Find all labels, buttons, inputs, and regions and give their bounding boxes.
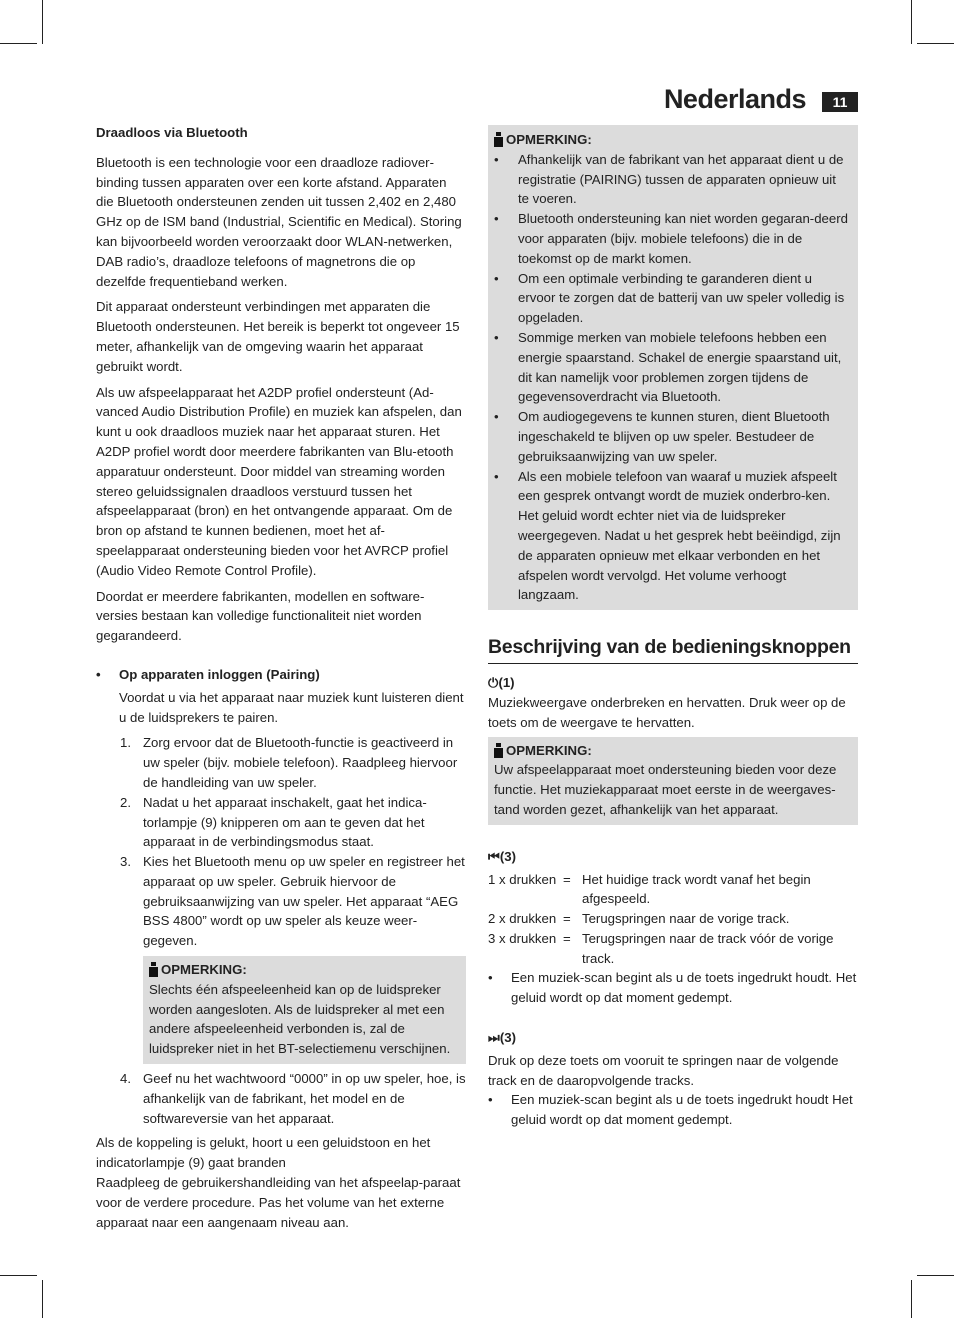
next-button-label: [488, 1028, 858, 1048]
button-number: (3): [499, 848, 516, 864]
crop-mark: [911, 0, 912, 44]
step-text: Geef nu het wachtwoord “0000” in op uw speler, hoe, is afhankelijk van de fabrikant, het model en de softwareversie van het apparaat.: [143, 1071, 466, 1126]
list-item: • Om audiogegevens te kunnen sturen, dient Bluetooth ingeschakeld te blijven op uw speler. Bestudeer de gebruiksaanwijzing van uw speler.: [494, 409, 830, 464]
press-count: 2 x drukken: [488, 911, 557, 927]
crop-mark: [0, 1275, 37, 1276]
list-item-text: Afhankelijk van de fabrikant van het apparaat dient u de registratie (PAIRING) tussen de apparaten opnieuw uit te voeren.: [518, 151, 844, 207]
note-box: [488, 125, 858, 610]
equals-sign: =: [563, 930, 571, 946]
paragraph: Als uw afspeelapparaat het A2DP profiel ondersteunt (Ad-vanced Audio Distribution Profile) en muziek kan afspelen, dan kunt u ook draadloos muziek naar het apparaat sturen. Het A2DP profiel wordt door meerdere fabrikanten van Blu-etooth apparatuur ondersteunt. Door middel van streaming worden stereo geluidssignalen draadloos verstuurd tussen het afspeelapparaat (bron) en het ontvangende apparaat. Om de bron op afstand te kunnen bedienen, moet het af-speelapparaat ondersteuning bieden voor het AVRCP profiel (Audio Video Remote Control Profile).: [96, 384, 462, 578]
list-item: [96, 852, 466, 951]
info-icon: [494, 132, 503, 147]
bullet-dot: •: [96, 666, 101, 682]
section-heading: Draadloos via Bluetooth: [96, 125, 248, 140]
step-number: 1.: [120, 735, 131, 751]
table-row: [488, 929, 858, 969]
info-icon: [494, 743, 503, 758]
list-item-text: Sommige merken van mobiele telefoons hebben een energie spaarstand. Schakel de energie spaarstand uit, dit kan namelijk voor problemen zorgen tijdens de gegevensoverdracht via Bluetooth.: [518, 329, 842, 405]
note-text: Uw afspeelapparaat moet ondersteuning bieden voor deze functie. Het muziekapparaat moet eerste in de weergaves-tand worden gezet, afhankelijk van het apparaat.: [494, 762, 837, 817]
list-item: [96, 733, 466, 792]
step-number: 3.: [120, 854, 131, 870]
power-button-label: [488, 673, 858, 693]
press-action: Het huidige track wordt vanaf het begin afgespeeld.: [582, 871, 811, 907]
press-action: Terugspringen naar de track vóór de vorige track.: [582, 930, 834, 966]
power-icon: ⏻: [488, 675, 499, 691]
crop-mark: [917, 43, 954, 44]
equals-sign: =: [563, 871, 571, 887]
list-item-text: Een muziek-scan begint als u de toets ingedrukt houdt Het geluid wordt op dat moment gedempt.: [511, 1092, 853, 1128]
note-box: [488, 737, 858, 825]
note-title-text: OPMERKING:: [506, 742, 592, 758]
paragraph: Druk op deze toets om vooruit te springen naar de volgende track en de daaropvolgende tracks.: [488, 1052, 839, 1088]
pairing-intro: Voordat u via het apparaat naar muziek kunt luisteren dient u de luidsprekers te pairen.: [119, 689, 464, 725]
crop-mark: [42, 1280, 43, 1318]
step-number: 4.: [120, 1071, 131, 1087]
list-item: • Als een mobiele telefoon van waaraf u muziek afspeelt een gesprek ontvangt wordt de muziek onderbro-ken. Het geluid wordt echter niet via de luidspreker weergegeven. Nadat u het gesprek hebt beëindigd, zijn de apparaten opnieuw met elkaar verbonden en het afspelen wordt vervolgd. Het volume verhoogt langzaam.: [494, 468, 841, 603]
table-row: [488, 909, 858, 929]
page-language-title: Nederlands: [663, 84, 806, 114]
list-item-text: Een muziek-scan begint als u de toets ingedrukt houdt. Het geluid wordt op dat moment gedempt.: [511, 970, 857, 1006]
list-item: • Afhankelijk van de fabrikant van het apparaat dient u de registratie (PAIRING) tussen de apparaten opnieuw uit te voeren.: [494, 151, 844, 207]
crop-mark: [917, 1275, 954, 1276]
list-item-text: Als een mobiele telefoon van waaraf u muziek afspeelt een gesprek ontvangt wordt de muziek onderbro-ken. Het geluid wordt echter niet via de luidspreker weergegeven. Nadat u het gesprek hebt beëindigd, zijn de apparaten opnieuw met elkaar verbonden en het afspelen wordt vervolgd. Het volume verhoogt langzaam.: [518, 468, 841, 603]
previous-button-label: [488, 847, 858, 867]
note-title: [494, 741, 852, 761]
list-item: • Om een optimale verbinding te garanderen dient u ervoor te zorgen dat de batterij van uw speler volledig is opgeladen.: [494, 270, 845, 326]
paragraph: Doordat er meerdere fabrikanten, modellen en software-versies bestaan kan volledige functionaliteit niet worden gegarandeerd.: [96, 588, 425, 644]
note-text: Slechts één afspeeleenheid kan op de luidspreker worden aangesloten. Als de luidspreker al met een andere afspeeleenheid verbonden is, zal de luidspreker niet in het BT-selectiemenu verschijnen.: [149, 981, 451, 1057]
paragraph: Muziekweergave onderbreken en hervatten. Druk weer op de toets om de weergave te hervatten.: [488, 694, 846, 730]
button-number: (1): [498, 675, 515, 691]
note-title: [494, 130, 850, 150]
list-item-text: Om een optimale verbinding te garanderen dient u ervoor te zorgen dat de batterij van uw speler volledig is opgeladen.: [518, 270, 845, 326]
right-column: [488, 125, 858, 1130]
paragraph: Als de koppeling is gelukt, hoort u een geluidstoon en het indicatorlampje (9) gaat branden: [96, 1135, 431, 1171]
table-row: [488, 870, 858, 910]
crop-mark: [42, 0, 43, 44]
page-number: 11: [822, 92, 858, 112]
crop-mark: [911, 1280, 912, 1318]
note-title-text: OPMERKING:: [161, 962, 247, 978]
press-count: 1 x drukken: [488, 871, 557, 887]
crop-mark: [0, 43, 37, 44]
info-icon: [149, 962, 158, 977]
paragraph: Raadpleeg de gebruikershandleiding van het afspeelap-paraat voor de verdere procedure. Pas het volume van het externe apparaat naar een aangenaam niveau aan.: [96, 1175, 461, 1230]
skip-forward-icon: ⏭: [488, 1030, 500, 1046]
step-text: Nadat u het apparaat inschakelt, gaat het indica-torlampje (9) knipperen om aan te geven dat het apparaat in de verbindingsmodus staat.: [143, 794, 427, 850]
list-item: • Bluetooth ondersteuning kan niet worden gegaran-deerd voor apparaten (bijv. mobiele telefoons) die in de toekomst op de markt komen.: [494, 211, 848, 266]
list-item-text: Bluetooth ondersteuning kan niet worden gegaran-deerd voor apparaten (bijv. mobiele telefoons) die in de toekomst op de markt komen.: [518, 211, 848, 266]
pairing-heading: [96, 665, 466, 685]
list-item: [96, 793, 466, 852]
section-title: Beschrijving van de bedieningsknoppen: [488, 634, 858, 664]
list-item: • Een muziek-scan begint als u de toets ingedrukt houdt Het geluid wordt op dat moment gedempt.: [488, 1092, 853, 1128]
pairing-title: Op apparaten inloggen (Pairing): [119, 666, 320, 682]
press-count: 3 x drukken: [488, 930, 557, 946]
press-action: Terugspringen naar de vorige track.: [582, 911, 790, 927]
step-text: Kies het Bluetooth menu op uw speler en registreer het apparaat op uw speler. Gebruik hiervoor de gebruiksaanwijzing van uw speler. Het apparaat “AEG BSS 4800” wordt op uw speler als keuze weer-gegeven.: [143, 854, 465, 949]
note-box: [143, 956, 466, 1064]
button-number: (3): [499, 1030, 516, 1046]
step-text: Zorg ervoor dat de Bluetooth-functie is geactiveerd in uw speler (bijv. mobiele telefoon). Raadpleeg hiervoor de handleiding van uw speler.: [143, 735, 458, 790]
skip-back-icon: ⏮: [488, 848, 500, 864]
list-item: • Een muziek-scan begint als u de toets ingedrukt houdt. Het geluid wordt op dat moment gedempt.: [488, 970, 857, 1006]
note-title-text: OPMERKING:: [506, 132, 592, 147]
equals-sign: =: [563, 911, 571, 927]
paragraph: Dit apparaat ondersteunt verbindingen met apparaten die Bluetooth ondersteunen. Het bereik is beperkt tot ongeveer 15 meter, afhankelijk van de omgeving waarin het apparaat gebruikt wordt.: [96, 299, 460, 374]
note-title: [149, 960, 460, 980]
list-item-text: Om audiogegevens te kunnen sturen, dient Bluetooth ingeschakeld te blijven op uw speler. Bestudeer de gebruiksaanwijzing van uw speler.: [518, 409, 830, 464]
left-column: [96, 123, 466, 1232]
step-number: 2.: [120, 794, 131, 810]
paragraph: Bluetooth is een technologie voor een draadloze radiover-binding tussen apparaten over een korte afstand. Apparaten die Bluetooth ondersteunen zenden uit tussen 2,402 en 2,480 GHz op de ISM band (Industrial, Scientific en Medical). Storing kan bijvoorbeeld worden veroorzaakt door WLAN-netwerken, DAB radio’s, draadloze telefoons of magnetrons die op dezelfde frequentieband werken.: [96, 154, 462, 289]
list-item: [96, 1069, 466, 1128]
list-item: • Sommige merken van mobiele telefoons hebben een energie spaarstand. Schakel de energie spaarstand uit, dit kan namelijk voor problemen zorgen tijdens de gegevensoverdracht via Bluetooth.: [494, 329, 842, 405]
